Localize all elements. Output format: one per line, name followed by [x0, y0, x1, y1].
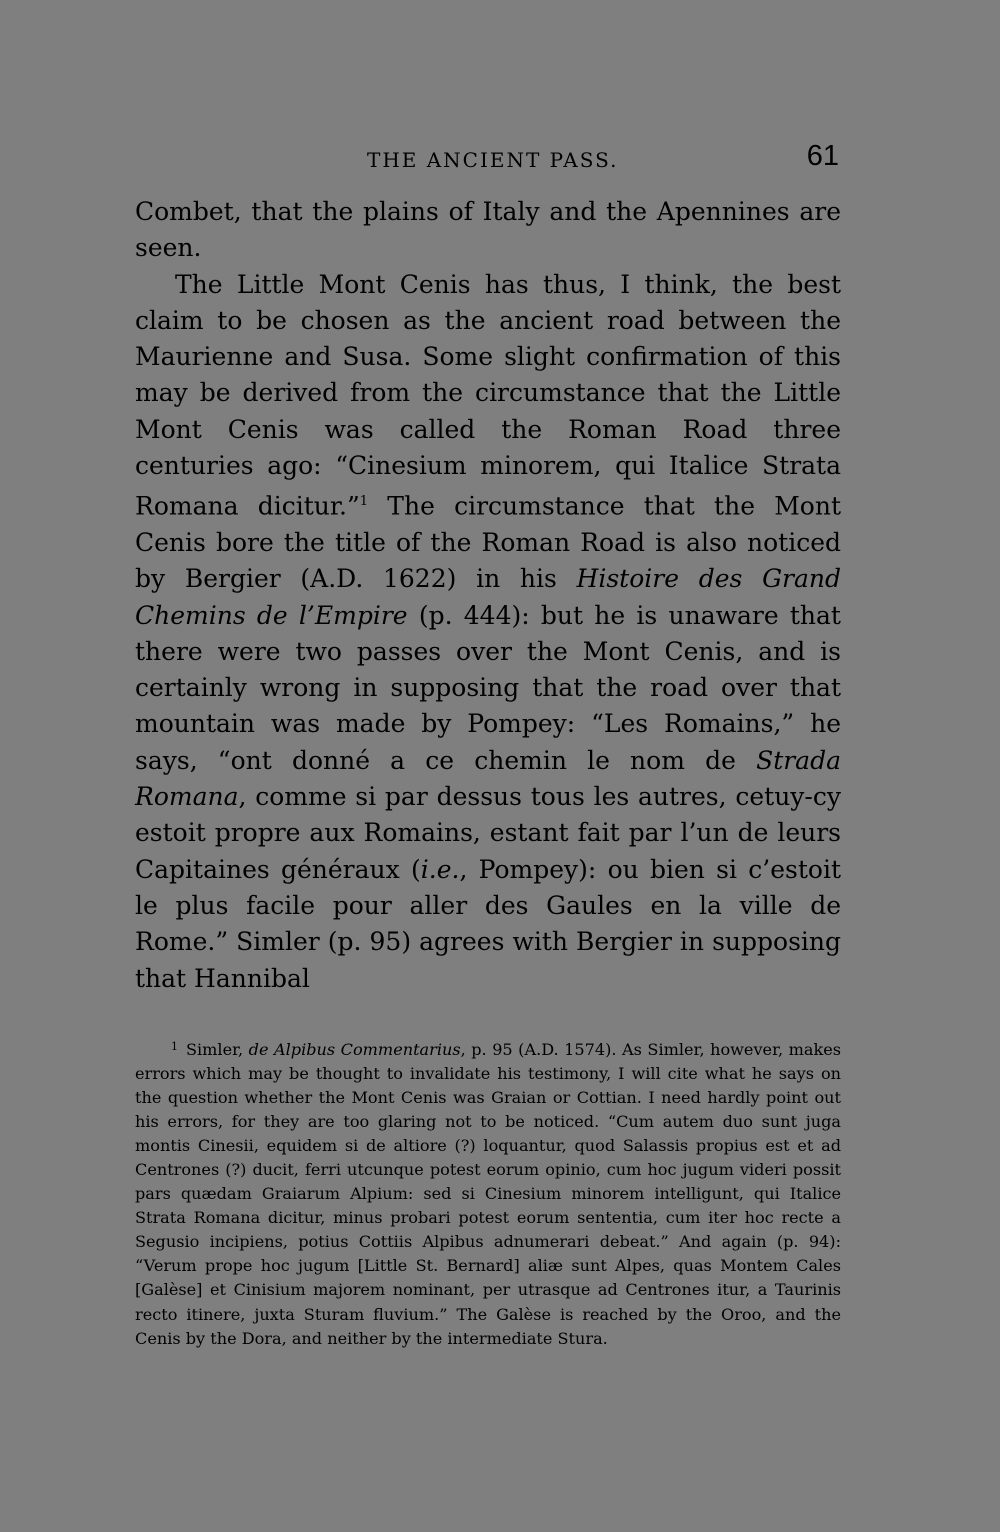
running-head — [135, 140, 841, 180]
paragraph-2-text-b: The circumstance that the Mont Cenis bore the title of the Roman Road is also noticed by Bergier ( — [135, 491, 842, 594]
running-title: THE ANCIENT PASS. — [367, 148, 619, 172]
footnote-mark: 1 — [171, 1040, 178, 1053]
anno-domini: A.D. — [310, 564, 364, 594]
paragraph-2-text-f: , Pompey): ou bien si c’estoit le plus facile pour aller des Gaules en la ville de Rome.” Simler (p. 95) agrees with Bergier in supposing that Hannibal — [135, 854, 841, 993]
book-title: Histoire des Grand Chemins de l’Empire — [135, 564, 841, 630]
body-text — [135, 194, 841, 997]
id-est: i.e. — [420, 854, 460, 884]
paragraph-1-text: Combet, that the plains of Italy and the Apennines are seen. — [135, 197, 841, 263]
footnote-reference: 1 — [359, 494, 369, 510]
paragraph-2-text-c: 1622) in his — [363, 564, 577, 594]
page-number: 61 — [806, 140, 839, 172]
footnotes — [135, 1035, 841, 1351]
footnote-title: de Alpibus Commentarius — [248, 1040, 461, 1059]
paragraph-2-text-d: (p. 444): but he is unaware that there were two passes over the Mont Cenis, and is certainly wrong in supposing that the road over that mountain was made by Pompey: “Les Romains,” he says, “ont donné a ce chemin le nom de — [135, 600, 841, 775]
paragraph-2 — [135, 267, 841, 997]
footnote-anno-domini: A.D. — [524, 1040, 559, 1059]
footnote-text-c: 1574). As Simler, however, makes errors which may be thought to invalidate his testimony, I will cite what he says on the question whether the Mont Cenis was Graian or Cottian. I need hardly point out his errors, for they are too glaring not to be noticed. “Cum autem duo sunt juga montis Cinesii, equidem si de altiore (?) loquantur, quod Salassis propius est et ad Centrones (?) ducit, ferri utcunque potest eorum opinio, cum hoc jugum videri possit pars quædam Graiarum Alpium: sed si Cinesium minorem intelligunt, qui Italice Strata Romana dicitur, minus probari potest eorum sententia, cum iter hoc recte a Segusio incipiens, potius Cottiis Alpibus adnumerari debeat.” And again (p. 94): “Verum prope hoc jugum [Little St. Bernard] aliæ sunt Alpes, quas Montem Cales [Galèse] et Cinisium majorem nominant, per utrasque ad Centrones itur, a Taurinis recto itinere, juxta Sturam fluvium.” The Galèse is reached by the Oroo, and the Cenis by the Dora, and neither by the intermediate Stura. — [135, 1040, 842, 1348]
paragraph-2-text-e: , comme si par dessus tous les autres, cetuy-cy estoit propre aux Romains, estant fait par l’un de leurs Capitaines généraux ( — [135, 782, 841, 884]
paragraph-2-text-a: The Little Mont Cenis has thus, I think, the best claim to be chosen as the ancient road between the Maurienne and Susa. Some slight confirmation of this may be derived from the circumstance that the Little Mont Cenis was called the Roman Road three centuries ago: “Cinesium minorem, qui Italice Strata Romana dicitur.” — [135, 269, 841, 521]
footnote-text-b: , p. 95 ( — [460, 1040, 525, 1059]
footnote-1 — [135, 1035, 841, 1351]
strada-romana: Strada Romana — [135, 745, 841, 812]
footnote-text-a: Simler, — [186, 1040, 249, 1059]
paragraph-1 — [135, 194, 841, 267]
